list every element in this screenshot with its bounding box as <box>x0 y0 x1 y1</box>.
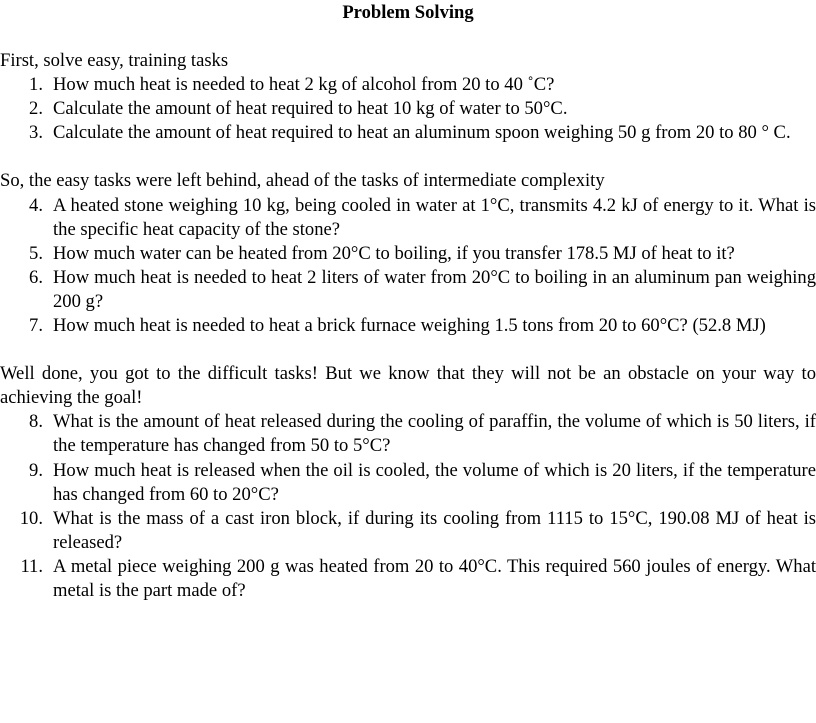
task-item <box>0 97 816 121</box>
task-number: 10. <box>19 507 43 529</box>
task-list <box>0 410 816 603</box>
task-number: 9. <box>29 459 43 481</box>
task-item <box>0 459 816 507</box>
task-number: 3. <box>29 122 43 144</box>
task-item <box>0 242 816 266</box>
task-list <box>0 194 816 339</box>
task-text: A heated stone weighing 10 kg, being cooled in water at 1°C, transmits 4.2 kJ of energy to it. What is the specific heat capacity of the stone? <box>53 194 816 240</box>
task-item <box>0 555 816 603</box>
task-text: How much heat is released when the oil is cooled, the volume of which is 20 liters, if the temperature has changed from 60 to 20°C? <box>53 459 816 505</box>
task-item <box>0 507 816 555</box>
task-item <box>0 314 816 338</box>
task-number: 8. <box>29 411 43 433</box>
task-item <box>0 73 816 97</box>
task-text: What is the amount of heat released during the cooling of paraffin, the volume of which is 50 liters, if the temperature has changed from 50 to 5°C? <box>53 411 816 457</box>
task-text: A metal piece weighing 200 g was heated from 20 to 40°C. This required 560 joules of energy. What metal is the part made of? <box>53 555 816 601</box>
task-text: Calculate the amount of heat required to heat an aluminum spoon weighing 50 g from 20 to 80 ° C. <box>53 122 791 144</box>
task-item <box>0 121 816 145</box>
section-intermediate <box>0 169 816 338</box>
section-intro: Well done, you got to the difficult tasks! But we know that they will not be an obstacle on your way to achieving the goal! <box>0 363 816 409</box>
section-easy <box>0 49 816 145</box>
document-title: Problem Solving <box>342 2 474 23</box>
task-text: How much water can be heated from 20°C to boiling, if you transfer 178.5 MJ of heat to it? <box>53 242 735 264</box>
task-text: How much heat is needed to heat a brick furnace weighing 1.5 tons from 20 to 60°C? (52.8 MJ) <box>53 315 766 337</box>
task-text: What is the mass of a cast iron block, if during its cooling from 1115 to 15°C, 190.08 MJ of heat is released? <box>53 507 816 553</box>
task-number: 4. <box>29 194 43 216</box>
task-number: 1. <box>29 74 43 96</box>
section-intro: So, the easy tasks were left behind, ahead of the tasks of intermediate complexity <box>0 170 605 192</box>
task-number: 6. <box>29 266 43 288</box>
task-text: Calculate the amount of heat required to heat 10 kg of water to 50°C. <box>53 98 568 120</box>
task-number: 5. <box>29 242 43 264</box>
task-number: 11. <box>20 555 43 577</box>
section-intro: First, solve easy, training tasks <box>0 50 229 72</box>
section-difficult <box>0 362 816 603</box>
task-item <box>0 266 816 314</box>
task-item <box>0 410 816 458</box>
task-number: 2. <box>29 98 43 120</box>
task-text: How much heat is needed to heat 2 kg of alcohol from 20 to 40 ˚C? <box>53 74 555 96</box>
task-list <box>0 73 816 145</box>
task-number: 7. <box>29 315 43 337</box>
task-text: How much heat is needed to heat 2 liters of water from 20°C to boiling in an aluminum pan weighing 200 g? <box>53 266 816 312</box>
task-item <box>0 194 816 242</box>
